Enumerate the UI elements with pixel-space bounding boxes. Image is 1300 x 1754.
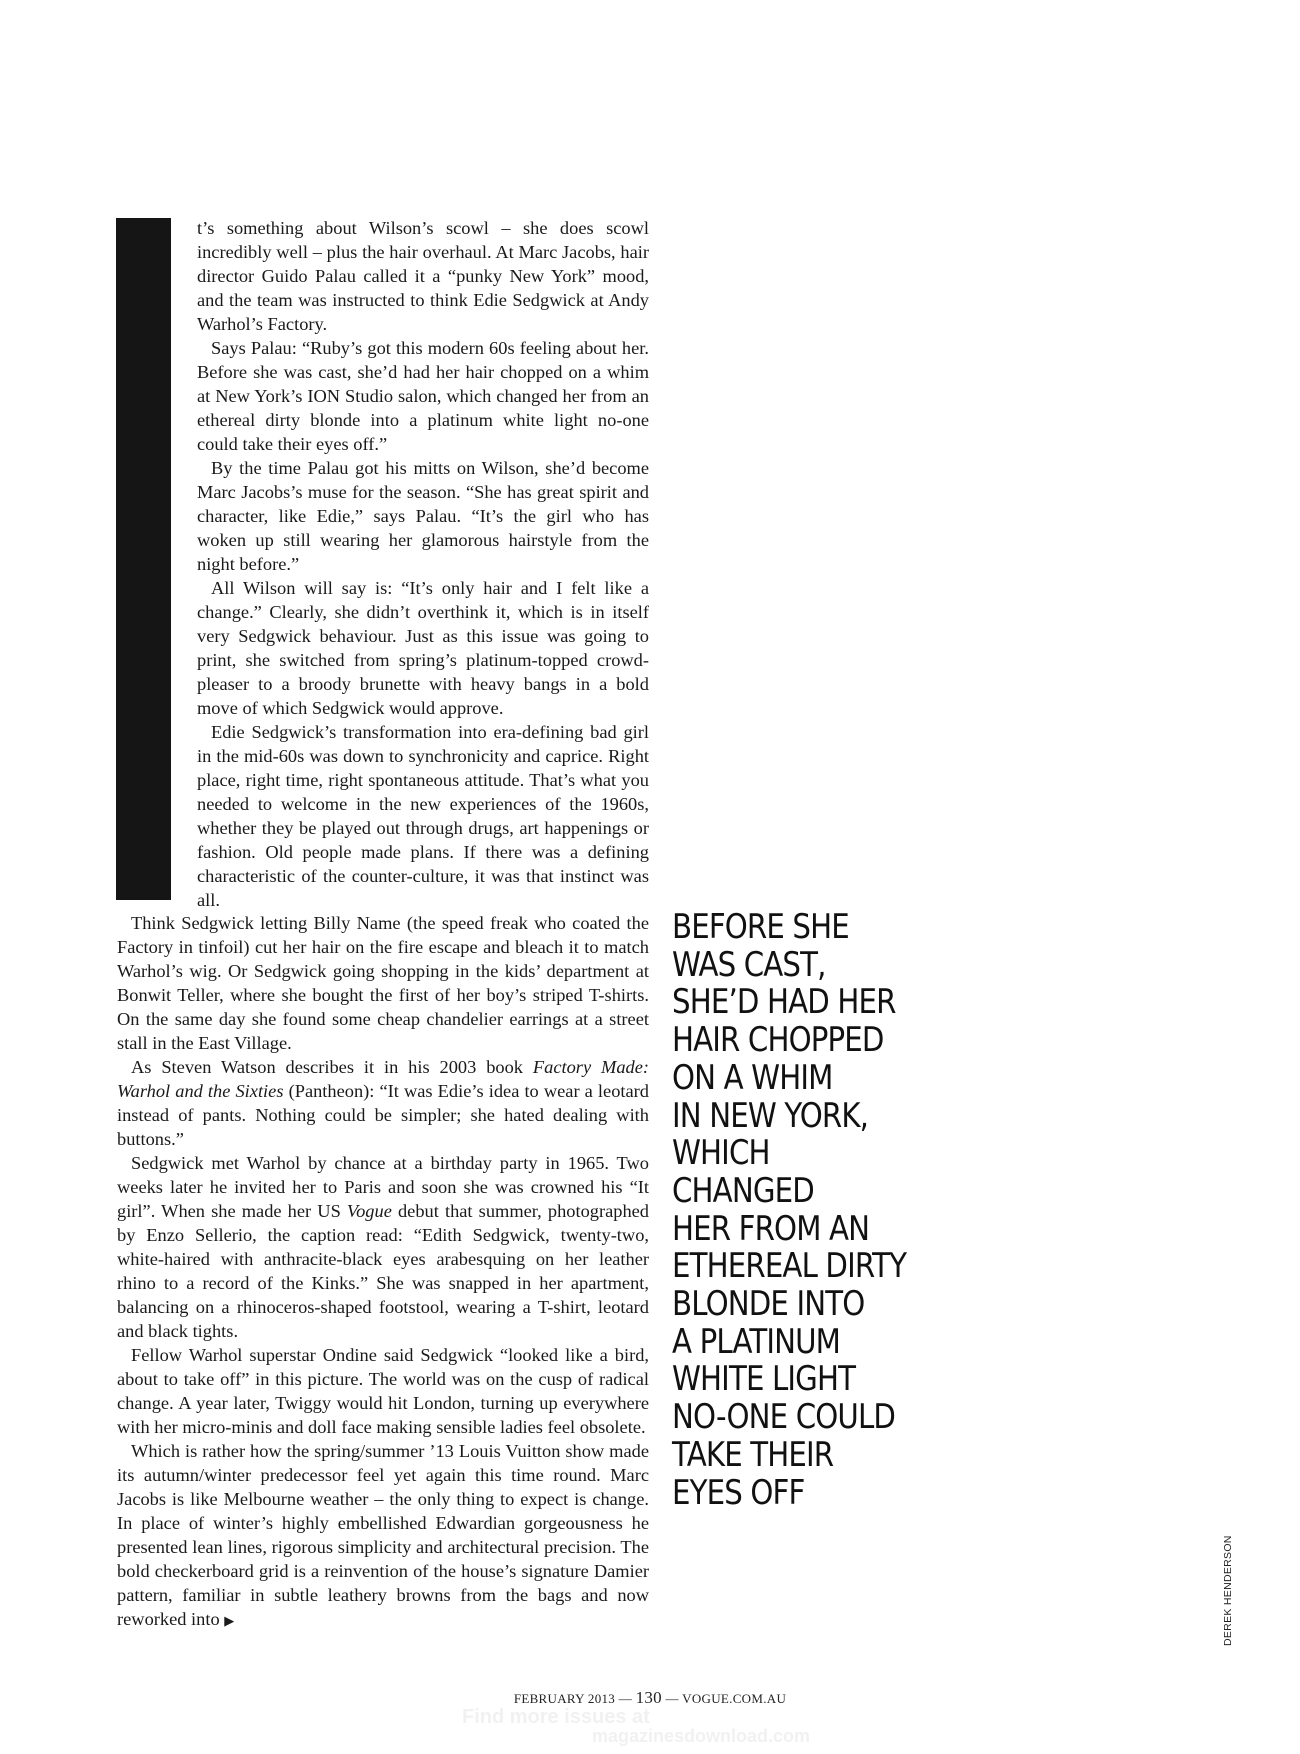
separator: — — [665, 1691, 679, 1706]
article-main-column — [117, 911, 649, 1634]
page-number: 130 — [635, 1688, 662, 1707]
pull-quote-line: ETHEREAL DIRTY — [672, 1246, 907, 1287]
pull-quote-line: SHE’D HAD HER — [672, 982, 896, 1023]
watermark-line-1: Find more issues at — [462, 1706, 650, 1728]
paragraph — [117, 1439, 649, 1634]
pull-quote-line: NO-ONE COULD — [672, 1397, 896, 1438]
photo-credit: DEREK HENDERSON — [1222, 1535, 1234, 1646]
text-run: Which is rather how the spring/summer ’13 Louis Vuitton show made its autumn/winter predecessor feel yet again this time round. Marc Jacobs is like Melbourne weather – the only thing to expect is change. In place of winter’s highly embellished Edwardian gorgeousness he presented lean lines, rigorous simplicity and architectural precision. The bold checkerboard grid is a reinvention of the house’s signature Damier pattern, familiar in subtle leathery browns from the bags and now reworked into — [117, 1441, 649, 1629]
paragraph: Fellow Warhol superstar Ondine said Sedgwick “looked like a bird, about to take off” in this picture. The world was on the cusp of radical change. A year later, Twiggy would hit London, turning up everywhere with her micro-minis and doll face making sensible ladies feel obsolete. — [117, 1345, 649, 1437]
pull-quote-line: WHICH — [672, 1133, 770, 1174]
pull-quote-line: HAIR CHOPPED — [672, 1020, 884, 1061]
pull-quote-line: IN NEW YORK, — [672, 1095, 869, 1136]
issue-date: FEBRUARY 2013 — [513, 1691, 616, 1706]
paragraph — [117, 1055, 649, 1151]
text-run: Sedgwick met Warhol by chance at a birthday party in 1965. Two weeks later he invited her to Paris and soon she was crowned his “It girl”. When she made her US — [117, 1153, 649, 1221]
pull-quote-line: BEFORE SHE — [672, 907, 849, 947]
text-run: As Steven Watson describes it in his 2003 book — [131, 1057, 533, 1077]
text-run: (Pantheon): “It was Edie’s idea to wear a leotard instead of pants. Nothing could be simpler; she hated dealing with buttons.” — [117, 1081, 649, 1149]
paragraph: Think Sedgwick letting Billy Name (the speed freak who coated the Factory in tinfoil) cut her hair on the fire escape and bleach it to match Warhol’s wig. Or Sedgwick going shopping in the kids’ department at Bonwit Teller, where she bought the first of her boy’s striped T-shirts. On the same day she found some cheap chandelier earrings at a street stall in the East Village. — [117, 913, 649, 1053]
paragraph — [117, 1151, 649, 1343]
paragraph: Says Palau: “Ruby’s got this modern 60s feeling about her. Before she was cast, she’d had her hair chopped on a whim at New York’s ION Studio salon, which changed her from an ethereal dirty blonde into a platinum white light no-one could take their eyes off.” — [197, 338, 649, 454]
article-intro-column — [197, 216, 649, 912]
text-run: debut that summer, photographed by Enzo Sellerio, the caption read: “Edith Sedgwick, twenty-two, white-haired with anthracite-black eyes arabesquing on her leather rhino to a record of the Kinks.” She was snapped in her apartment, balancing on a rhinoceros-shaped footstool, wearing a T-shirt, leotard and black tights. — [117, 1201, 650, 1341]
paragraph: Edie Sedgwick’s transformation into era-defining bad girl in the mid-60s was down to synchronicity and caprice. Right place, right time, right spontaneous attitude. That’s what you needed to welcome in the new experiences of the 1960s, whether they be played out through drugs, art happenings or fashion. Old people made plans. If there was a defining characteristic of the counter-culture, it was that instinct was all. — [197, 722, 649, 910]
watermark-line-2: magazinesdownload.com — [592, 1726, 811, 1746]
pull-quote-line: CHANGED — [672, 1170, 814, 1211]
website: VOGUE.COM.AU — [682, 1691, 787, 1706]
pull-quote-line: TAKE THEIR — [672, 1434, 834, 1475]
paragraph: t’s something about Wilson’s scowl – she does scowl incredibly well – plus the hair overhaul. At Marc Jacobs, hair director Guido Palau called it a “punky New York” mood, and the team was instructed to think Edie Sedgwick at Andy Warhol’s Factory. — [197, 218, 649, 334]
pull-quote-line: BLONDE INTO — [672, 1284, 865, 1325]
separator: — — [618, 1691, 632, 1706]
page-footer — [0, 1688, 1300, 1708]
pull-quote-line: EYES OFF — [672, 1472, 805, 1513]
pull-quote-line: A PLATINUM — [672, 1321, 841, 1362]
pull-quote-line: ON A WHIM — [672, 1057, 833, 1098]
paragraph: By the time Palau got his mitts on Wilson, she’d become Marc Jacobs’s muse for the season. “She has great spirit and character, like Edie,” says Palau. “It’s the girl who has woken up still wearing her glamorous hairstyle from the night before.” — [197, 458, 649, 574]
book-title: Factory Made: Warhol and the Sixties — [117, 1057, 649, 1101]
continue-arrow-icon: ▶ — [224, 1614, 235, 1629]
pull-quote-line: WHITE LIGHT — [672, 1359, 856, 1400]
drop-cap-i — [116, 218, 171, 900]
pull-quote — [672, 909, 956, 1512]
pull-quote-line: HER FROM AN — [672, 1208, 870, 1249]
pull-quote-line: WAS CAST, — [672, 944, 826, 985]
paragraph: All Wilson will say is: “It’s only hair and I felt like a change.” Clearly, she didn’t overthink it, which is in itself very Sedgwick behaviour. Just as this issue was going to print, she switched from spring’s platinum-topped crowd-pleaser to a broody brunette with heavy bangs in a bold move of which Sedgwick would approve. — [197, 578, 649, 718]
magazine-title: Vogue — [346, 1201, 392, 1221]
